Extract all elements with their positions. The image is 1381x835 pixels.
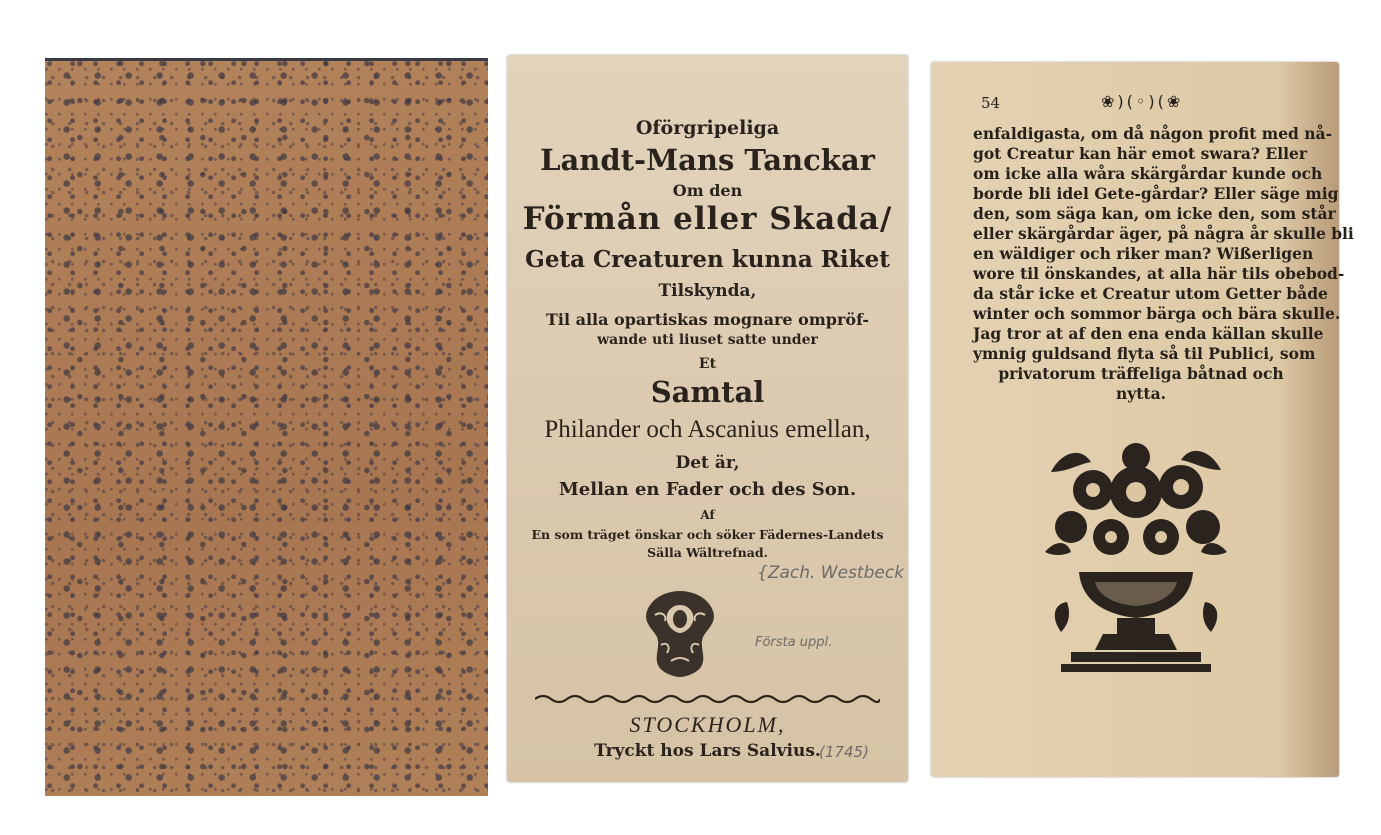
- title-line-15: En som träget önskar och söker Fädernes-Landets: [531, 527, 884, 542]
- handwritten-year: (1745): [819, 743, 869, 761]
- imprint-city: STOCKHOLM,: [629, 712, 786, 737]
- title-line-10: Samtal: [650, 375, 765, 409]
- title-line-16: Sälla Wältrefnad.: [647, 545, 768, 560]
- title-line-13: Mellan en Fader och des Son.: [558, 479, 857, 500]
- header-ornament: ❀)(◦)(❀: [1101, 92, 1184, 111]
- imprint-printer: Tryckt hos Lars Salvius.: [594, 741, 821, 761]
- text-line: ymnig guldsand flyta så til Publici, som: [973, 344, 1316, 363]
- title-line-14: Af: [700, 508, 715, 522]
- title-line-6: Tilskynda,: [658, 281, 757, 301]
- text-line: en wäldiger och riker man? Wißerligen: [973, 244, 1314, 263]
- page-number: 54: [981, 94, 1001, 112]
- title-line-9: Et: [698, 356, 717, 372]
- title-page: [507, 55, 908, 782]
- flower-vase-icon: [1031, 432, 1241, 694]
- text-line: den, som säga kan, om icke den, som står: [973, 204, 1336, 223]
- handwritten-note: Första uppl.: [755, 635, 833, 650]
- text-line: enfaldigasta, om då någon profit med nå-: [973, 124, 1333, 143]
- marbled-cover: [45, 58, 488, 796]
- text-line: winter och sommor bärga och bära skulle.: [973, 304, 1341, 323]
- text-line: Jag tror at af den ena enda källan skulle: [973, 324, 1324, 343]
- title-line-5: Geta Creaturen kunna Riket: [525, 246, 890, 273]
- title-line-7: Til alla opartiskas mognare ompröf-: [545, 310, 870, 329]
- text-line: om icke alla wåra skärgårdar kunde och: [973, 164, 1323, 183]
- text-line: got Creatur kan här emot swara? Eller: [973, 144, 1308, 163]
- text-line: eller skärgårdar äger, på några år skulle bli: [973, 224, 1354, 243]
- text-page: [931, 62, 1354, 777]
- handwritten-author: {Zach. Westbeck: [757, 563, 905, 583]
- title-line-12: Det är,: [675, 453, 740, 473]
- title-line-11: Philander och Ascanius emellan,: [544, 416, 871, 443]
- text-line: nytta.: [1115, 384, 1167, 403]
- title-line-3: Om den: [672, 181, 743, 200]
- wavy-divider: [535, 693, 880, 705]
- title-line-1: Oförgripeliga: [635, 117, 780, 139]
- acanthus-ornament-icon: [637, 585, 723, 681]
- title-line-4: Förmån eller Skada/: [522, 201, 893, 237]
- text-line: da står icke et Creatur utom Getter både: [973, 284, 1328, 303]
- title-line-2: Landt-Mans Tanckar: [540, 143, 875, 177]
- text-line: wore til önskandes, at alla här tils obebod-: [973, 264, 1345, 283]
- text-line: privatorum träffeliga båtnad och: [998, 364, 1284, 383]
- title-line-8: wande uti liuset satte under: [597, 332, 818, 348]
- text-line: borde bli idel Gete-gårdar? Eller säge mig: [973, 184, 1339, 203]
